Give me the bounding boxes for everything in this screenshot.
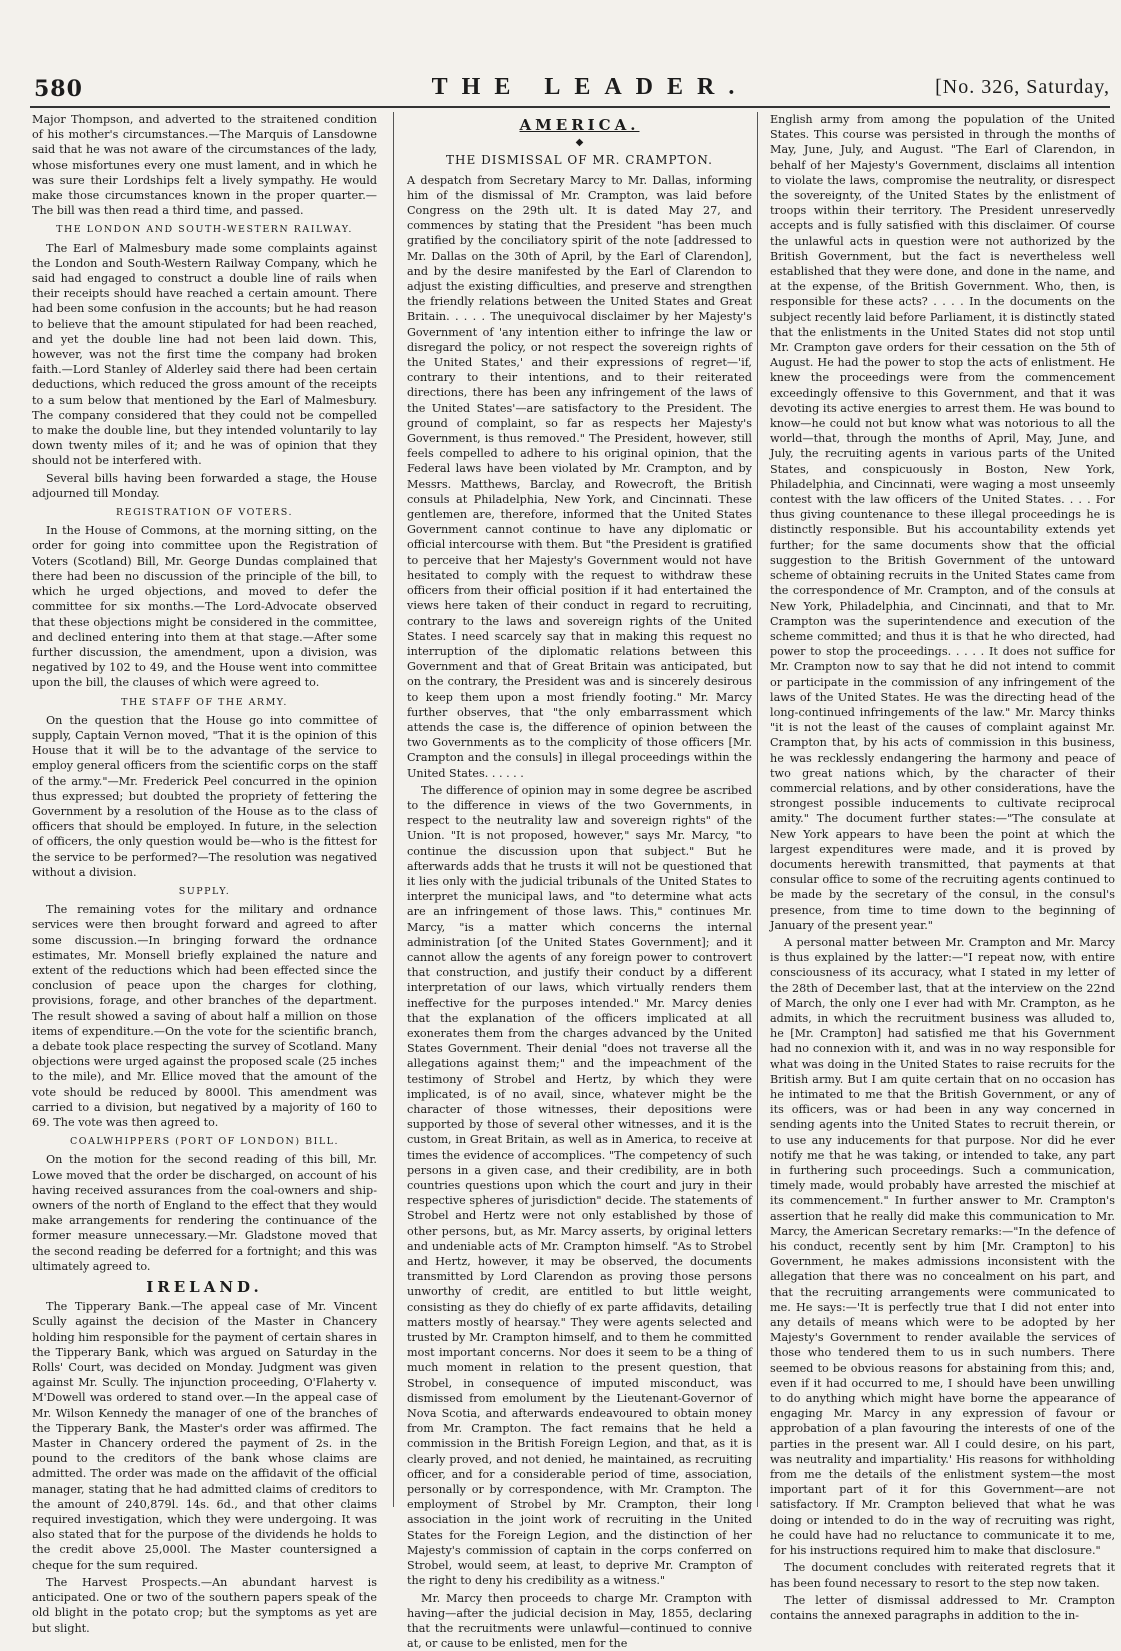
- paragraph: Mr. Marcy then proceeds to charge Mr. Crampton with having—after the judicial decision in May, 1855, declaring that the recruitments were unlawful—continued to connive at, or cause to be enlisted, men for the: [407, 1591, 752, 1651]
- paragraph: The letter of dismissal addressed to Mr. Crampton contains the annexed paragraphs in addition to the in-: [770, 1593, 1115, 1623]
- masthead-rule: [30, 106, 1110, 108]
- subheading-staff-of-the-army: THE STAFF OF THE ARMY.: [32, 695, 377, 710]
- page-number: 580: [34, 76, 83, 102]
- subheading-london-south-western-railway: THE LONDON AND SOUTH-WESTERN RAILWAY.: [32, 222, 377, 237]
- paragraph: English army from among the population of the United States. This course was persisted in through the months of May, June, July, and August. "The Earl of Clarendon, in behalf of her Majesty's Government, disclaims all intention to violate the laws, compromise the neutrality, or disrespect the sovereignty, of the United States by the enlistment of troops within their territory. The President unreservedly accepts and is fully satisfied with this disclaimer. Of course the unlawful acts in question were not authorized by the British Government, but the fact is nevertheless well established that they were done, and done in the name, and at the expense, of the British Government. Who, then, is responsible for these acts? . . . . In the documents on the subject recently laid before Parliament, it is distinctly stated that the enlistments in the United States did not stop until Mr. Crampton gave orders for their cessation on the 5th of August. He had the power to stop the acts of enlistment. He knew the proceedings were from the commencement exceedingly offensive to this Government, and that it was devoting its active energies to arrest them. He was bound to know—he could not but know what was notorious to all the world—that, through the months of April, May, June, and July, the recruiting agents in various parts of the United States, and conspicuously in Boston, New York, Philadelphia, and Cincinnati, were waging a most unseemly contest with the law officers of the United States. . . . For thus giving countenance to these illegal proceedings he is distinctly responsible. But his accountability extends yet further; for the same documents show that the official suggestion to the British Government of the untoward scheme of obtaining recruits in the United States came from the correspondence of Mr. Crampton, and of the consuls at New York, Philadelphia, and Cincinnati, and that to Mr. Crampton was the superintendence and execution of the scheme committed; and thus it is that he who directed, had power to stop the proceedings. . . . . It does not suffice for Mr. Crampton now to say that he did not intend to commit or participate in the commission of any infringement of the laws of the United States. He was the directing head of the long-continued infringements of the law." Mr. Marcy thinks "it is not the least of the causes of complaint against Mr. Crampton that, by his acts of commission in this business, he was recklessly endangering the harmony and peace of two great nations which, by the character of their commercial relations, and by other considerations, have the strongest possible inducements to cultivate reciprocal amity." The document further states:—"The consulate at New York appears to have been the point at which the largest expenditures were made, and it is proved by documents herewith transmitted, that payments at that consular office to some of the recruiting agents continued to be made by the secretary of the consul, in the consul's presence, from time to time down to the beginning of January of the present year.": [770, 112, 1115, 933]
- paragraph: The Harvest Prospects.—An abundant harvest is anticipated. One or two of the southern papers speak of the old blight in the potato crop; but the symptoms as yet are but slight.: [32, 1575, 377, 1636]
- column-divider: [757, 112, 758, 1507]
- paragraph: On the motion for the second reading of this bill, Mr. Lowe moved that the order be discharged, on account of his having received assurances from the coal-owners and ship-owners of the north of England to the effect that they would make arrangements for rendering the continuance of the former measure unnecessary.—Mr. Gladstone moved that the second reading be deferred for a fortnight; and this was ultimately agreed to.: [32, 1152, 377, 1274]
- paragraph: In the House of Commons, at the morning sitting, on the order for going into committee upon the Registration of Voters (Scotland) Bill, Mr. George Dundas complained that there had been no discussion of the principle of the bill, to which he urged objections, and moved to defer the committee for six months.—The Lord-Advocate observed that these objections might be considered in the committee, and declined entering into them at that stage.—After some further discussion, the amendment, upon a division, was negatived by 102 to 49, and the House went into committee upon the bill, the clauses of which were agreed to.: [32, 523, 377, 690]
- column-right: [770, 112, 1115, 1507]
- paragraph: The remaining votes for the military and ordnance services were then brought forward and agreed to after some discussion.—In bringing forward the ordnance estimates, Mr. Monsell briefly explained the nature and extent of the reductions which had been effected since the conclusion of peace upon the charges for clothing, provisions, forage, and other branches of the department. The result showed a saving of about half a million on those items of expenditure.—On the vote for the scientific branch, a debate took place respecting the survey of Scotland. Many objections were urged against the proposed scale (25 inches to the mile), and Mr. Ellice moved that the amount of the vote should be reduced by 8000l. This amendment was carried to a division, but negatived by a majority of 160 to 69. The vote was then agreed to.: [32, 902, 377, 1130]
- column-left: [32, 112, 377, 1507]
- section-title-ireland: IRELAND.: [32, 1280, 377, 1295]
- paragraph: On the question that the House go into committee of supply, Captain Vernon moved, "That it is the opinion of this House that it will be to the advantage of the service to employ general officers from the scientific corps on the staff of the army."—Mr. Frederick Peel concurred in the opinion thus expressed; but doubted the propriety of fettering the Government by a resolution of the House as to the class of officers that should be employed. In future, in the selection of officers, the only question would be—who is the fittest for the service to be performed?—The resolution was negatived without a division.: [32, 713, 377, 880]
- column-divider: [393, 112, 394, 1507]
- section-title-america: AMERICA.: [407, 118, 752, 133]
- paragraph: The difference of opinion may in some degree be ascribed to the difference in views of the two Governments, in respect to the neutrality law and sovereign rights" of the Union. "It is not proposed, however," says Mr. Marcy, "to continue the discussion upon that subject." But he afterwards adds that he trusts it will not be questioned that it lies only with the judicial tribunals of the United States to interpret the municipal laws, and "to determine what acts are an infringement of those laws. This," continues Mr. Marcy, "is a matter which concerns the internal administration [of the United States Government]; and it cannot allow the agents of any foreign power to controvert that construction, and justify their conduct by a different interpretation of our laws, which virtually renders them ineffective for the purposes intended." Mr. Marcy denies that the explanation of the officers implicated at all exonerates them from the charges advanced by the United States Government. Their denial "does not traverse all the allegations against them;" and the impeachment of the testimony of Strobel and Hertz, by which they were implicated, is of no avail, since, whatever might be the character of those witnesses, their depositions were supported by those of several other witnesses, and it is the custom, in Great Britain, as well as in America, to receive at times the evidence of accomplices. "The competency of such persons in a given case, and their credibility, are in both countries questions upon which the court and jury in their respective spheres of jurisdiction" decide. The statements of Strobel and Hertz were not only established by those of other persons, but, as Mr. Marcy asserts, by original letters and undeniable acts of Mr. Crampton himself. "As to Strobel and Hertz, however, it may be observed, the documents transmitted by Lord Clarendon as proving those persons unworthy of credit, are entitled to but little weight, consisting as they do chiefly of ex parte affidavits, detailing matters mostly of hearsay." They were agents selected and trusted by Mr. Crampton himself, and to them he committed most important concerns. Nor does it seem to be a thing of much moment in relation to the present question, that Strobel, in consequence of imputed misconduct, was dismissed from emolument by the Lieutenant-Governor of Nova Scotia, and afterwards endeavoured to obtain money from Mr. Crampton. The fact remains that he held a commission in the British Foreign Legion, and that, as it is clearly proved, and not denied, he maintained, as recruiting officer, and for a considerable period of time, association, personally or by correspondence, with Mr. Crampton. The employment of Strobel by Mr. Crampton, their long association in the joint work of recruiting in the United States for the Foreign Legion, and the distinction of her Majesty's commission of captain in the corps conferred on Strobel, would seem, at least, to deprive Mr. Crampton of the right to deny his credibility as a witness.": [407, 783, 752, 1589]
- issue-number: [No. 326, Saturday,: [935, 76, 1110, 99]
- subheading-coalwhippers-bill: COALWHIPPERS (PORT OF LONDON) BILL.: [32, 1134, 377, 1149]
- paragraph: Major Thompson, and adverted to the straitened condition of his mother's circumstances.—The Marquis of Lansdowne said that he was not aware of the circumstances of the lady, whose misfortunes every one must lament, and in which he was sure their Lordships felt a lively sympathy. He would make those circumstances known in the proper quarter.—The bill was then read a third time, and passed.: [32, 112, 377, 218]
- subheading-supply: SUPPLY.: [32, 884, 377, 899]
- paragraph: A despatch from Secretary Marcy to Mr. Dallas, informing him of the dismissal of Mr. Crampton, was laid before Congress on the 29th ult. It is dated May 27, and commences by stating that the President "has been much gratified by the conciliatory spirit of the note [addressed to Mr. Dallas on the 30th of April, by the Earl of Clarendon], and by the desire manifested by the Earl of Clarendon to adjust the existing difficulties, and preserve and strengthen the friendly relations between the United States and Great Britain. . . . . The unequivocal disclaimer by her Majesty's Government of 'any intention either to infringe the law or disregard the policy, or not respect the sovereign rights of the United States,' and their expressions of regret—'if, contrary to their intentions, and to their reiterated directions, there has been any infringement of the laws of the United States'—are satisfactory to the President. The ground of complaint, so far as respects her Majesty's Government, is thus removed." The President, however, still feels compelled to adhere to his original opinion, that the Federal laws have been violated by Mr. Crampton, and by Messrs. Matthews, Barclay, and Rowecroft, the British consuls at Philadelphia, New York, and Cincinnati. These gentlemen are, therefore, informed that the United States Government cannot continue to have any diplomatic or official intercourse with them. But "the President is gratified to perceive that her Majesty's Government would not have hesitated to comply with the request to withdraw these officers from their official position if it had entertained the views here taken of their conduct in regard to recruiting, contrary to the laws and sovereign rights of the United States. I need scarcely say that in making this request no interruption of the diplomatic relations between this Government and that of Great Britain was anticipated, but on the contrary, the President was and is sincerely desirous to keep them upon a most friendly footing." Mr. Marcy further observes, that "the only embarrassment which attends the case is, the difference of opinion between the two Governments as to the complicity of those officers [Mr. Crampton and the consuls] in illegal proceedings within the United States. . . . . .: [407, 173, 752, 781]
- divider-ornament: ◆: [407, 135, 752, 150]
- paragraph: The document concludes with reiterated regrets that it has been found necessary to resort to the step now taken.: [770, 1560, 1115, 1590]
- masthead: [30, 70, 1110, 110]
- paragraph: A personal matter between Mr. Crampton and Mr. Marcy is thus explained by the latter:—"I repeat now, with entire consciousness of its accuracy, what I stated in my letter of the 28th of December last, that at the interview on the 22nd of March, the only one I ever had with Mr. Crampton, as he admits, in which the recruitment business was alluded to, he [Mr. Crampton] had satisfied me that his Government had no connexion with it, and was in no way responsible for what was doing in the United States to raise recruits for the British army. But I am quite certain that on no occasion has he intimated to me that the British Government, or any of its officers, was or had been in any way concerned in sending agents into the United States to recruit therein, or to use any inducements for that purpose. Nor did he ever notify me that he was taking, or intended to take, any part in furthering such proceedings. Such a communication, timely made, would probably have arrested the mischief at its commencement." In further answer to Mr. Crampton's assertion that he really did make this communication to Mr. Marcy, the American Secretary remarks:—"In the defence of his conduct, recently sent by him [Mr. Crampton] to his Government, he makes admissions inconsistent with the allegation that there was no concealment on his part, and that the recruiting arrangements were communicated to me. He says:—'It is perfectly true that I did not enter into any details of means which were to be adopted by her Majesty's Government to render available the services of those who tendered them to us in such numbers. There seemed to be obvious reasons for abstaining from this; and, even if it had occurred to me, I should have been unwilling to do anything which might have borne the appearance of engaging Mr. Marcy in any expression of favour or approbation of a plan favouring the interests of one of the parties in the present war. All I could desire, on his part, was neutrality and impartiality.' His reasons for withholding from me the details of the enlistment system—the most important part of it for this Government—are not satisfactory. If Mr. Crampton believed that what he was doing or intended to do in the way of recruiting was right, he could have had no reluctance to communicate it to me, for his instructions required him to make that disclosure.": [770, 935, 1115, 1558]
- column-middle: [407, 112, 752, 1507]
- paragraph: Several bills having been forwarded a stage, the House adjourned till Monday.: [32, 471, 377, 501]
- article-title: THE DISMISSAL OF MR. CRAMPTON.: [407, 153, 752, 168]
- newspaper-title: THE LEADER.: [330, 74, 850, 101]
- paragraph: The Tipperary Bank.—The appeal case of Mr. Vincent Scully against the decision of the Master in Chancery holding him responsible for the payment of certain shares in the Tipperary Bank, which was argued on Saturday in the Rolls' Court, was decided on Monday. Judgment was given against Mr. Scully. The injunction proceeding, O'Flaherty v. M'Dowell was ordered to stand over.—In the appeal case of Mr. Wilson Kennedy the manager of one of the branches of the Tipperary Bank, the Master's order was affirmed. The Master in Chancery ordered the payment of 2s. in the pound to the creditors of the bank whose claims are admitted. The order was made on the affidavit of the official manager, stating that he had admitted claims of creditors to the amount of 240,879l. 14s. 6d., and that other claims required investigation, which they were undergoing. It was also stated that for the purpose of the dividends he holds to the credit above 25,000l. The Master countersigned a cheque for the sum required.: [32, 1299, 377, 1573]
- subheading-registration-of-voters: REGISTRATION OF VOTERS.: [32, 505, 377, 520]
- paragraph: The Earl of Malmesbury made some complaints against the London and South-Western Railway Company, which he said had engaged to construct a double line of rails when their receipts should have reached a certain amount. There had been some confusion in the accounts; but he had reason to believe that the amount stipulated for had been reached, and yet the double line had not been laid down. This, however, was not the first time the company had broken faith.—Lord Stanley of Alderley said there had been certain deductions, which reduced the gross amount of the receipts to a sum below that mentioned by the Earl of Malmesbury. The company considered that they could not be compelled to make the double line, but they intended voluntarily to lay down twenty miles of it; and he was of opinion that they should not be interfered with.: [32, 241, 377, 469]
